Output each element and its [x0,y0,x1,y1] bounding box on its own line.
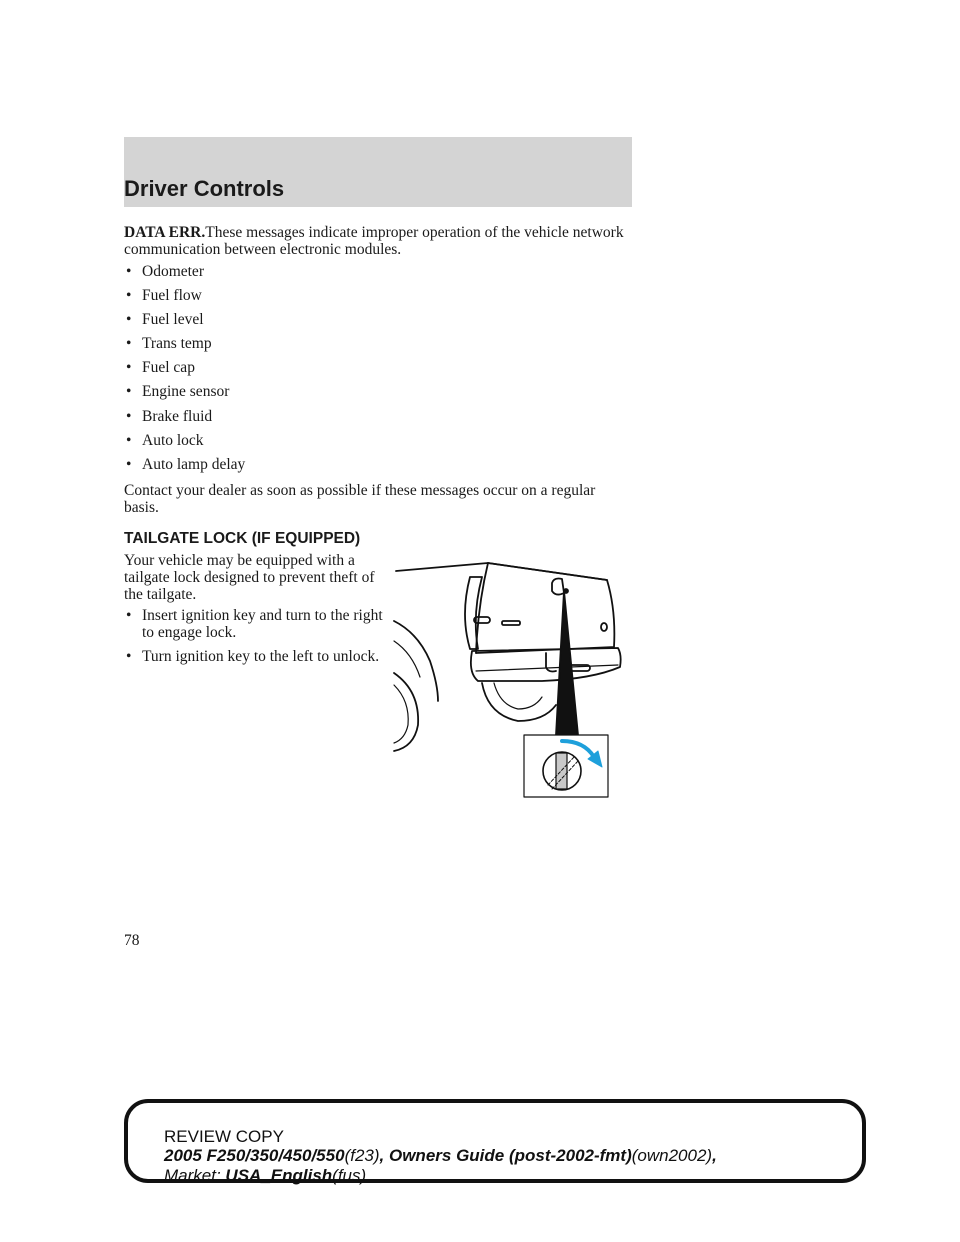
list-item: • Trans temp [126,335,212,353]
list-item: • Insert ignition key and turn to the right to engage lock. [124,607,386,641]
list-item-text: Trans temp [142,335,212,353]
tailgate-list [124,607,386,672]
list-item: • Turn ignition key to the left to unlock. [126,648,380,665]
tailgate-lock-illustration [392,555,628,801]
list-item: • Auto lock [126,431,204,449]
list-item-text: Insert ignition key and turn to the right to engage lock. [142,607,383,641]
list-item: • Odometer [126,263,204,280]
page-number: 78 [124,932,140,949]
list-item: • Fuel level [126,311,204,329]
footer-review-label: REVIEW COPY [164,1127,284,1146]
tailgate-heading: TAILGATE LOCK (IF EQUIPPED) [124,530,361,547]
list-item-text: Fuel level [142,311,204,329]
list-item-text: Engine sensor [142,383,230,401]
footer-market-line: Market: USA_English(fus) [164,1166,367,1185]
data-err-paragraph [124,224,634,258]
data-err-list [124,263,245,480]
list-item-text: Auto lamp delay [142,455,246,473]
data-err-text: These messages indicate improper operation of the vehicle network communication between electronic modules. [124,224,624,258]
list-item-text: Brake fluid [142,407,213,425]
list-item: • Fuel flow [126,287,202,305]
contact-dealer-paragraph: Contact your dealer as soon as possible if these messages occur on a regular basis. [124,482,596,516]
list-item-text: Fuel cap [142,359,195,377]
list-item: • Engine sensor [126,383,230,401]
list-item-text: Odometer [142,263,204,280]
list-item: • Brake fluid [126,407,213,425]
list-item: • Fuel cap [126,359,195,377]
list-item: • Auto lamp delay [126,455,246,473]
tailgate-intro: Your vehicle may be equipped with a tailgate lock designed to prevent theft of the tailgate. [124,552,375,603]
footer-model-line: 2005 F250/350/450/550(f23), Owners Guide (post-2002-fmt)(own2002), [164,1146,717,1165]
list-item-text: Fuel flow [142,287,202,305]
section-title: Driver Controls [124,176,285,201]
list-item-text: Turn ignition key to the left to unlock. [142,648,380,665]
data-err-lead: DATA ERR. [124,224,206,241]
list-item-text: Auto lock [142,431,204,449]
